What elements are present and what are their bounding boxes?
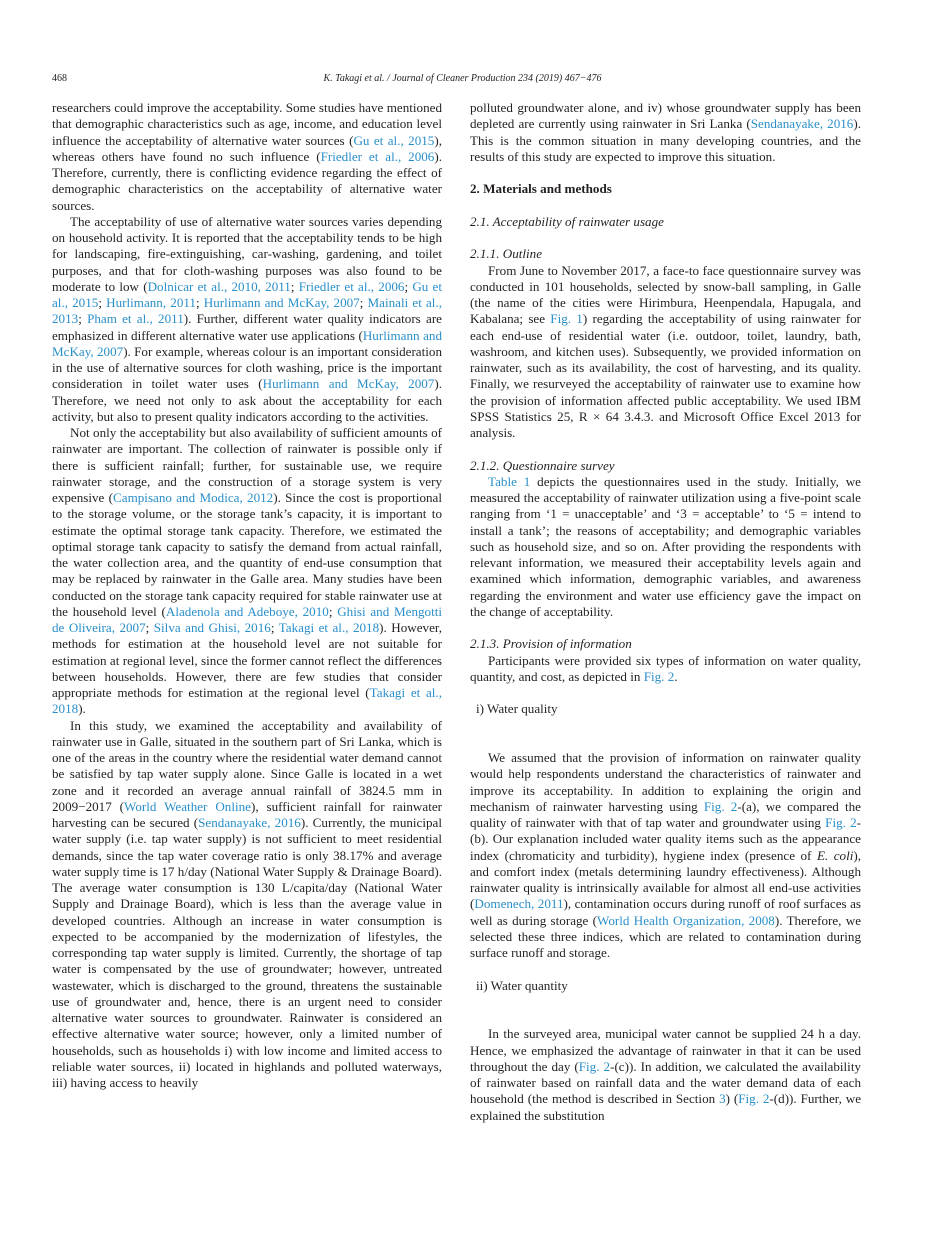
left-column xyxy=(52,100,442,1091)
paragraph: In this study, we examined the acceptability and availability of rainwater use in Galle, situated in the southern part of Sri Lanka, which is one of the areas in the country where the residential water demand cannot be satisfied by tap water supply alone. Since Galle is located in a wet zone and it recorded an average annual rainfall of 3824.5 mm in 2009−2017 (World Weather Online), sufficient rainfall for rainwater harvesting can be secured (Sendanayake, 2016). Currently, the municipal water supply (i.e. tap water supply) is not sufficient to meet residential demands, since the tap water coverage ratio is only 38.17% and average water supply time is 17 h/day (National Water Supply & Drainage Board). The average water consumption is 130 L/capita/day (National Water Supply and Drainage Board), which is less than the average value in developed countries. Although an increase in water consumption is expected to be accompanied by the modernization of lifestyles, the corresponding tap water supply is limited. Currently, the shortage of tap water is compensated by the use of groundwater; however, untreated wastewater, which is discharged to the ground, threatens the sustainable use of groundwater and, hence, there is an urgent need to consider alternative water sources to groundwater. Rainwater is considered an effective alternative water source; however, only a limited number of households, such as households i) with low income and limited access to reliable water sources, ii) located in highlands and polluted waterways, iii) having access to heavily xyxy=(52,717,442,1090)
paragraph: Table 1 depicts the questionnaires used in the study. Initially, we measured the acceptability of rainwater utilization using a five-point scale ranging from ‘1 = unacceptable’ and ‘3 = acceptable’ to ‘5 = intend to install a tank’; the reasons of acceptability; and demographic variables such as household size, and so on. After providing the respondents with relevant information, we measured their acceptability levels again and examined which information, demographic variables, and awareness regarding the environment and water use efficiency gave the impact on the change of acceptability. xyxy=(470,473,861,619)
citation-link[interactable]: Domenech, 2011 xyxy=(474,896,564,912)
subsubsection-heading: 2.1.1. Outline xyxy=(470,246,543,262)
paragraph: The acceptability of use of alternative water sources varies depending on household activity. It is reported that the acceptability tends to be high for landscaping, fire-extinguishing, car-washing, gardening, and toilet purposes, and that for cloth-washing purposes was also found to be moderate to low (Dolnicar et al., 2010, 2011; Friedler et al., 2006; Gu et al., 2015; Hurlimann, 2011; Hurlimann and McKay, 2007; Mainali et al., 2013; Pham et al., 2011). Further, different water quality indicators are emphasized in different alternative water use applications (Hurlimann and McKay, 2007). For example, whereas colour is an important consideration in the use of alternative sources for cloth washing, price is the important consideration in toilet water uses (Hurlimann and McKay, 2007). Therefore, we need not only to ask about the acceptability for each activity, but also to present quality indicators according to the activities. xyxy=(52,213,442,424)
citation-link[interactable]: Hurlimann and McKay, 2007 xyxy=(203,295,360,310)
citation-link[interactable]: Pham et al., 2011 xyxy=(87,311,184,327)
right-column xyxy=(470,100,861,1124)
paragraph: Participants were provided six types of information on water quality, quantity, and cost, as depicted in Fig. 2. xyxy=(470,652,861,684)
citation-link[interactable]: Campisano and Modica, 2012 xyxy=(113,490,274,505)
citation-link[interactable]: Gu et al., 2015 xyxy=(52,278,442,310)
figure-link[interactable]: Fig. 2 xyxy=(578,1058,611,1074)
paragraph: From June to November 2017, a face-to face questionnaire survey was conducted in 101 households, selected by snow-ball sampling, in Galle (the name of the cities were Hirimbura, Heenpendala, Hapugala, and Kabalana; see Fig. 1) regarding the acceptability of using rainwater for each end-use of residential water (i.e. outdoor, toilet, laundry, bath, washroom, and kitchen uses). Subsequently, we provided information on rainwater, such as its availability, the cost of harvesting, and its quality. Finally, we resurveyed the acceptability of rainwater use to examine how the provision of information affected public acceptability. We used IBM SPSS Statistics 25, R × 64 3.4.3. and Microsoft Office Excel 2013 for analysis. xyxy=(470,262,862,440)
subsubsection-heading: 2.1.2. Questionnaire survey xyxy=(470,457,615,473)
citation-link[interactable]: Hurlimann, 2011 xyxy=(106,295,196,310)
subsubsection-heading: 2.1.3. Provision of information xyxy=(470,636,632,652)
citation-link[interactable]: Dolnicar et al., 2010, 2011 xyxy=(147,278,291,294)
list-item-heading: i) Water quality xyxy=(476,701,558,717)
citation-link[interactable]: Sendanayake, 2016 xyxy=(750,116,854,132)
citation-link[interactable]: World Weather Online xyxy=(124,798,251,814)
page-number: 468 xyxy=(52,73,67,84)
paragraph: polluted groundwater alone, and iv) whose groundwater supply has been depleted are currently using rainwater in Sri Lanka (Sendanayake, 2016). This is the common situation in many developing countries, and the results of this study are expected to improve this situation. xyxy=(470,100,861,164)
paragraph: researchers could improve the acceptability. Some studies have mentioned that demographic characteristics such as age, income, and education level influence the acceptability of alternative water sources (Gu et al., 2015), whereas others have found no such influence (Friedler et al., 2006). Therefore, currently, there is conflicting evidence regarding the effect of demographic characteristics on the acceptability of alternative water sources. xyxy=(52,100,442,213)
citation-link[interactable]: Friedler et al., 2006 xyxy=(298,278,405,294)
citation-link[interactable]: Sendanayake, 2016 xyxy=(198,815,301,830)
section-heading: 2. Materials and methods xyxy=(470,181,612,197)
citation-link[interactable]: Gu et al., 2015 xyxy=(353,132,435,148)
figure-link[interactable]: Fig. 2 xyxy=(643,668,675,684)
subsection-heading: 2.1. Acceptability of rainwater usage xyxy=(470,213,664,229)
figure-link[interactable]: Fig. 2 xyxy=(825,815,857,830)
figure-link[interactable]: Fig. 1 xyxy=(550,311,583,327)
section-link[interactable]: 3 xyxy=(719,1091,726,1107)
figure-link[interactable]: Fig. 2 xyxy=(703,798,738,814)
citation-link[interactable]: Silva and Ghisi, 2016 xyxy=(153,620,271,635)
citation-link[interactable]: Hurlimann and McKay, 2007 xyxy=(52,327,442,359)
citation-link[interactable]: Hurlimann and McKay, 2007 xyxy=(262,376,435,392)
citation-link[interactable]: Takagi et al., 2018 xyxy=(278,620,380,635)
table-link[interactable]: Table 1 xyxy=(488,473,531,489)
paragraph: Not only the acceptability but also availability of sufficient amounts of rainwater are important. The collection of rainwater is possible only if there is sufficient rainfall; further, for sustainable use, we require rainwater storage, and the construction of a storage system is very expensive (Campisano and Modica, 2012). Since the cost is proportional to the storage volume, or the storage tank’s capacity, it is important to estimate the optimal storage tank capacity. Therefore, we estimated the optimal storage tank capacity to satisfy the demand from actual rainfall, the water collection area, and the quantity of end-use consumption that may be replaced by rainwater in the Galle area. Many studies have been conducted on the storage tank capacity required for stable rainwater use at the household level (Aladenola and Adeboye, 2010; Ghisi and Mengotti de Oliveira, 2007; Silva and Ghisi, 2016; Takagi et al., 2018). However, methods for estimation at the household level are not suitable for estimation at regional level, since the former cannot reflect the differences between households. However, there are few studies that consider appropriate methods for estimation at the regional level (Takagi et al., 2018). xyxy=(52,425,442,717)
citation-link[interactable]: Friedler et al., 2006 xyxy=(320,148,435,164)
citation-link[interactable]: World Health Organization, 2008 xyxy=(597,912,775,928)
list-item-heading: ii) Water quantity xyxy=(476,977,568,993)
citation-link[interactable]: Ghisi and Mengotti de Oliveira, 2007 xyxy=(52,603,442,635)
citation-link[interactable]: Takagi et al., 2018 xyxy=(52,685,442,717)
paragraph: We assumed that the provision of information on rainwater quality would help respondents understand the characteristics of rainwater and improve its acceptability. In addition to explaining the origin and mechanism of rainwater harvesting using Fig. 2-(a), we compared the quality of rainwater with that of tap water and groundwater using Fig. 2-(b). Our explanation included water quality items such as the appearance index (chromaticity and turbidity), hygiene index (presence of E. coli), and comfort index (metals determining laundry effectiveness). Although rainwater quality is intrinsically available for almost all end-use activities (Domenech, 2011), contamination occurs during runoff of roof surfaces as well as during storage (World Health Organization, 2008). Therefore, we selected these three indices, which are related to contamination during surface runoff and storage. xyxy=(470,750,862,960)
citation-link[interactable]: Mainali et al., 2013 xyxy=(52,295,442,327)
paragraph: In the surveyed area, municipal water cannot be supplied 24 h a day. Hence, we emphasized the advantage of rainwater in that it can be used throughout the day (Fig. 2-(c)). In addition, we calculated the availability of rainwater based on rainfall data and the water demand data of each household (the method is described in Section 3) (Fig. 2-(d)). Further, we explained the substitution xyxy=(470,1026,862,1123)
figure-link[interactable]: Fig. 2 xyxy=(738,1091,770,1107)
citation-link[interactable]: Aladenola and Adeboye, 2010 xyxy=(165,603,329,619)
running-head: K. Takagi et al. / Journal of Cleaner Production 234 (2019) 467−476 xyxy=(323,73,602,84)
